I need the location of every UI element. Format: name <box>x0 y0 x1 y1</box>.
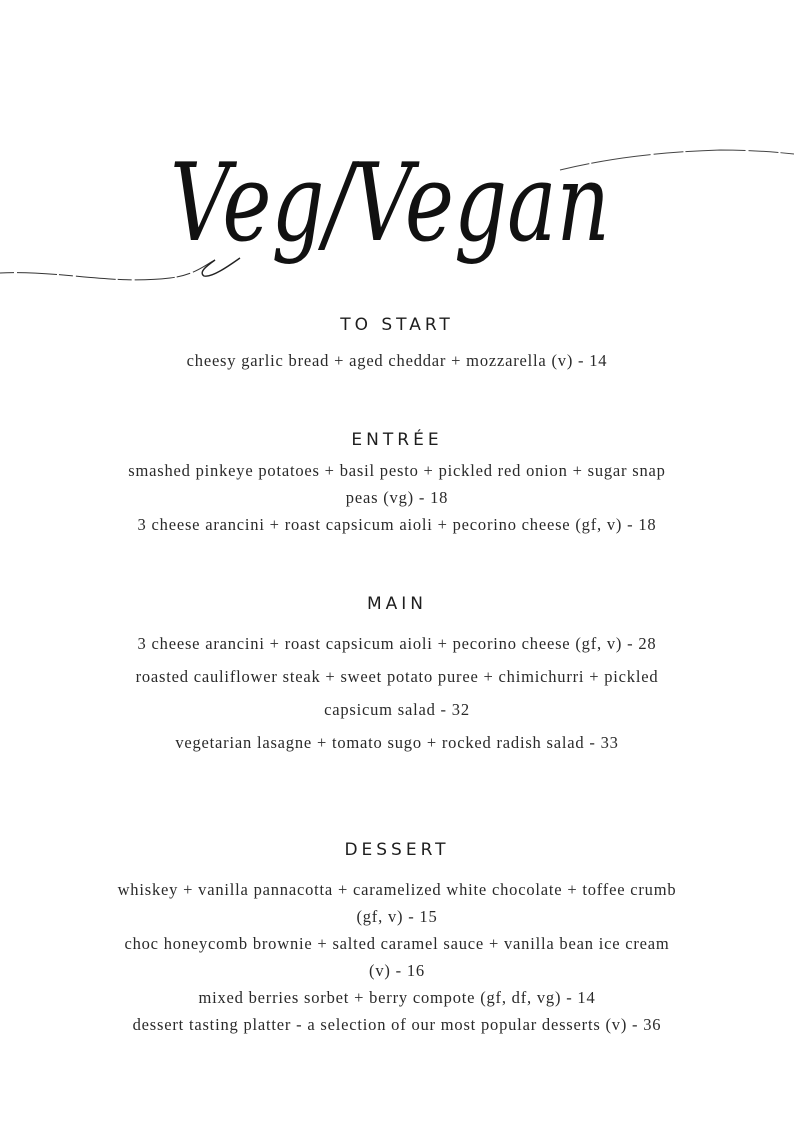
section-main <box>0 594 794 759</box>
section-heading: DESSERT <box>344 840 450 860</box>
menu-item: 3 cheese arancini + roast capsicum aioli + pecorino cheese (gf, v) - 28 <box>137 634 657 653</box>
menu-item: choc honeycomb brownie + salted caramel sauce + vanilla bean ice cream (v) - 16 <box>124 934 670 980</box>
menu-item: whiskey + vanilla pannacotta + caramelized white chocolate + toffee crumb (gf, v) - 15 <box>117 880 677 926</box>
section-dessert <box>0 840 794 1038</box>
section-to-start <box>0 315 794 374</box>
menu-item: smashed pinkeye potatoes + basil pesto + pickled red onion + sugar snap peas (vg) - 18 <box>128 461 666 507</box>
section-heading: ENTRÉE <box>351 430 443 450</box>
menu-item: mixed berries sorbet + berry compote (gf, df, vg) - 14 <box>198 988 596 1007</box>
menu-item: 3 cheese arancini + roast capsicum aioli + pecorino cheese (gf, v) - 18 <box>137 515 657 534</box>
section-entree <box>0 430 794 538</box>
menu-item: roasted cauliflower steak + sweet potato puree + chimichurri + pickled capsicum salad - 32 <box>135 667 659 719</box>
section-heading: MAIN <box>366 594 428 614</box>
menu-title: Veg/Vegan <box>170 141 610 266</box>
menu-item: dessert tasting platter - a selection of our most popular desserts (v) - 36 <box>132 1015 662 1034</box>
section-heading: TO START <box>340 315 454 335</box>
menu-item: cheesy garlic bread + aged cheddar + mozzarella (v) - 14 <box>186 351 608 370</box>
title-art <box>0 60 794 300</box>
menu-item: vegetarian lasagne + tomato sugo + rocked radish salad - 33 <box>175 733 619 752</box>
